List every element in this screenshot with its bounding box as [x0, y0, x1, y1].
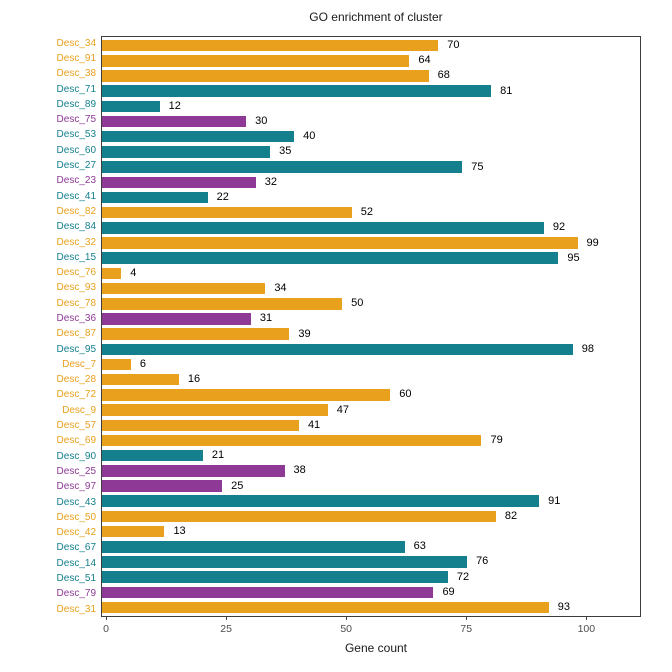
- value-label: 35: [279, 145, 292, 158]
- bar: [102, 404, 328, 416]
- category-label: Desc_79: [56, 588, 96, 600]
- bar-row: [102, 433, 640, 448]
- bar: [102, 541, 405, 553]
- category-label: Desc_91: [56, 52, 96, 64]
- bar-row: [102, 311, 640, 326]
- category-label: Desc_97: [56, 481, 96, 493]
- category-label: Desc_28: [56, 374, 96, 386]
- bar-row: [102, 570, 640, 585]
- bar: [102, 146, 270, 158]
- value-label: 50: [351, 297, 364, 310]
- value-label: 34: [274, 282, 287, 295]
- value-label: 4: [130, 266, 137, 279]
- bar: [102, 283, 265, 295]
- value-label: 64: [418, 54, 431, 67]
- category-label: Desc_89: [56, 98, 96, 110]
- category-label: Desc_27: [56, 160, 96, 172]
- category-label: Desc_34: [56, 37, 96, 49]
- bar: [102, 587, 433, 599]
- bar-row: [102, 418, 640, 433]
- value-label: 12: [168, 99, 181, 112]
- value-label: 6: [139, 358, 146, 371]
- category-label: Desc_84: [56, 221, 96, 233]
- value-label: 25: [231, 479, 244, 492]
- category-label: Desc_15: [56, 251, 96, 263]
- bar: [102, 450, 203, 462]
- bar: [102, 328, 289, 340]
- category-label: Desc_42: [56, 527, 96, 539]
- x-tick-label: 100: [577, 623, 596, 635]
- category-label: Desc_72: [56, 389, 96, 401]
- category-label: Desc_23: [56, 175, 96, 187]
- bar-row: [102, 296, 640, 311]
- bar-row: [102, 357, 640, 372]
- bar-row: [102, 114, 640, 129]
- value-label: 91: [548, 494, 561, 507]
- value-label: 95: [567, 251, 580, 264]
- value-label: 69: [442, 585, 455, 598]
- bar-row: [102, 68, 640, 83]
- x-tick-mark: [226, 617, 227, 620]
- value-label: 30: [255, 115, 268, 128]
- category-label: Desc_53: [56, 129, 96, 141]
- bar-row: [102, 539, 640, 554]
- value-label: 70: [447, 39, 460, 52]
- value-label: 98: [581, 342, 594, 355]
- x-tick-mark: [346, 617, 347, 620]
- category-label: Desc_43: [56, 496, 96, 508]
- category-label: Desc_25: [56, 465, 96, 477]
- bar: [102, 465, 285, 477]
- bar-row: [102, 554, 640, 569]
- category-label: Desc_9: [62, 404, 96, 416]
- bar: [102, 70, 429, 82]
- x-axis-title: Gene count: [344, 641, 408, 655]
- bar: [102, 435, 481, 447]
- category-label: Desc_76: [56, 267, 96, 279]
- value-label: 92: [552, 221, 566, 234]
- category-label: Desc_93: [56, 282, 96, 294]
- category-label: Desc_32: [56, 236, 96, 248]
- x-tick-label: 50: [340, 623, 353, 635]
- bar-row: [102, 281, 640, 296]
- category-label: Desc_71: [56, 83, 96, 95]
- bar: [102, 374, 179, 386]
- bar-row: [102, 387, 640, 402]
- bar-row: [102, 327, 640, 342]
- bar: [102, 359, 131, 371]
- category-label: Desc_87: [56, 328, 96, 340]
- value-label: 31: [259, 312, 273, 325]
- bar-row: [102, 251, 640, 266]
- bar: [102, 511, 496, 523]
- value-label: 21: [211, 449, 225, 462]
- bar: [102, 602, 549, 614]
- x-tick-mark: [586, 617, 587, 620]
- bar: [102, 571, 448, 583]
- category-label: Desc_67: [56, 542, 96, 554]
- category-label: Desc_82: [56, 205, 96, 217]
- x-tick-label: 75: [460, 623, 473, 635]
- bar-row: [102, 175, 640, 190]
- bar: [102, 252, 558, 264]
- bar: [102, 298, 342, 310]
- value-label: 52: [360, 206, 374, 219]
- bar-row: [102, 403, 640, 418]
- x-axis: [103, 617, 644, 639]
- bar: [102, 207, 352, 219]
- bar-row: [102, 585, 640, 600]
- value-label: 13: [173, 525, 186, 538]
- bar-row: [102, 372, 640, 387]
- value-label: 82: [504, 509, 518, 522]
- value-label: 79: [490, 433, 503, 446]
- x-tick-mark: [106, 617, 107, 620]
- bar: [102, 101, 160, 113]
- bar: [102, 389, 390, 401]
- bar-row: [102, 494, 640, 509]
- value-label: 76: [476, 555, 489, 568]
- value-label: 81: [500, 84, 513, 97]
- bar: [102, 420, 299, 432]
- x-tick-label: 0: [103, 623, 109, 635]
- bar-row: [102, 84, 640, 99]
- bar-row: [102, 38, 640, 53]
- bar: [102, 116, 246, 128]
- value-label: 60: [399, 388, 412, 401]
- bar: [102, 268, 121, 280]
- value-label: 68: [437, 69, 450, 82]
- category-label: Desc_36: [56, 312, 96, 324]
- x-tick-mark: [466, 617, 467, 620]
- category-label: Desc_38: [56, 68, 96, 80]
- bar: [102, 526, 164, 538]
- value-label: 72: [456, 570, 470, 583]
- value-label: 47: [336, 403, 350, 416]
- value-label: 41: [307, 418, 321, 431]
- bar-row: [102, 53, 640, 68]
- value-label: 75: [471, 160, 484, 173]
- plot-panel: [101, 36, 641, 617]
- bar: [102, 55, 409, 67]
- bar-row: [102, 448, 640, 463]
- category-label: Desc_57: [56, 420, 96, 432]
- category-label: Desc_41: [56, 190, 96, 202]
- bar-row: [102, 524, 640, 539]
- bar: [102, 40, 438, 52]
- value-label: 22: [216, 190, 229, 203]
- bar-row: [102, 190, 640, 205]
- bar: [102, 344, 573, 356]
- value-label: 38: [293, 464, 306, 477]
- bar: [102, 161, 462, 173]
- bar-row: [102, 160, 640, 175]
- value-label: 40: [303, 130, 316, 143]
- chart-area: [0, 36, 641, 617]
- bar: [102, 177, 256, 189]
- bar-row: [102, 342, 640, 357]
- value-label: 39: [298, 327, 311, 340]
- bar: [102, 480, 222, 492]
- bar-row: [102, 509, 640, 524]
- bar-row: [102, 463, 640, 478]
- value-label: 16: [187, 373, 201, 386]
- category-label: Desc_51: [56, 573, 96, 585]
- bar: [102, 222, 544, 234]
- bar: [102, 85, 491, 97]
- bar: [102, 237, 578, 249]
- y-axis-labels: [0, 36, 101, 617]
- bar-row: [102, 220, 640, 235]
- bar-row: [102, 129, 640, 144]
- bar-row: [102, 205, 640, 220]
- bar-row: [102, 99, 640, 114]
- category-label: Desc_50: [56, 511, 96, 523]
- bar-row: [102, 478, 640, 493]
- category-label: Desc_95: [56, 343, 96, 355]
- category-label: Desc_75: [56, 114, 96, 126]
- category-label: Desc_7: [62, 358, 96, 370]
- bar: [102, 131, 294, 143]
- x-tick-label: 25: [220, 623, 232, 635]
- bar-row: [102, 266, 640, 281]
- value-label: 99: [586, 236, 599, 249]
- bar: [102, 495, 539, 507]
- category-label: Desc_60: [56, 144, 96, 156]
- category-label: Desc_31: [56, 603, 96, 615]
- value-label: 63: [413, 540, 426, 553]
- bar: [102, 192, 208, 204]
- value-label: 32: [264, 175, 277, 188]
- bar-row: [102, 144, 640, 159]
- bar-row: [102, 235, 640, 250]
- chart-title: GO enrichment of cluster: [309, 10, 443, 24]
- value-label: 93: [557, 601, 570, 614]
- category-label: Desc_14: [56, 557, 96, 569]
- bar: [102, 556, 467, 568]
- category-label: Desc_69: [56, 435, 96, 447]
- bar-row: [102, 600, 640, 615]
- category-label: Desc_78: [56, 297, 96, 309]
- bar: [102, 313, 251, 325]
- category-label: Desc_90: [56, 450, 96, 462]
